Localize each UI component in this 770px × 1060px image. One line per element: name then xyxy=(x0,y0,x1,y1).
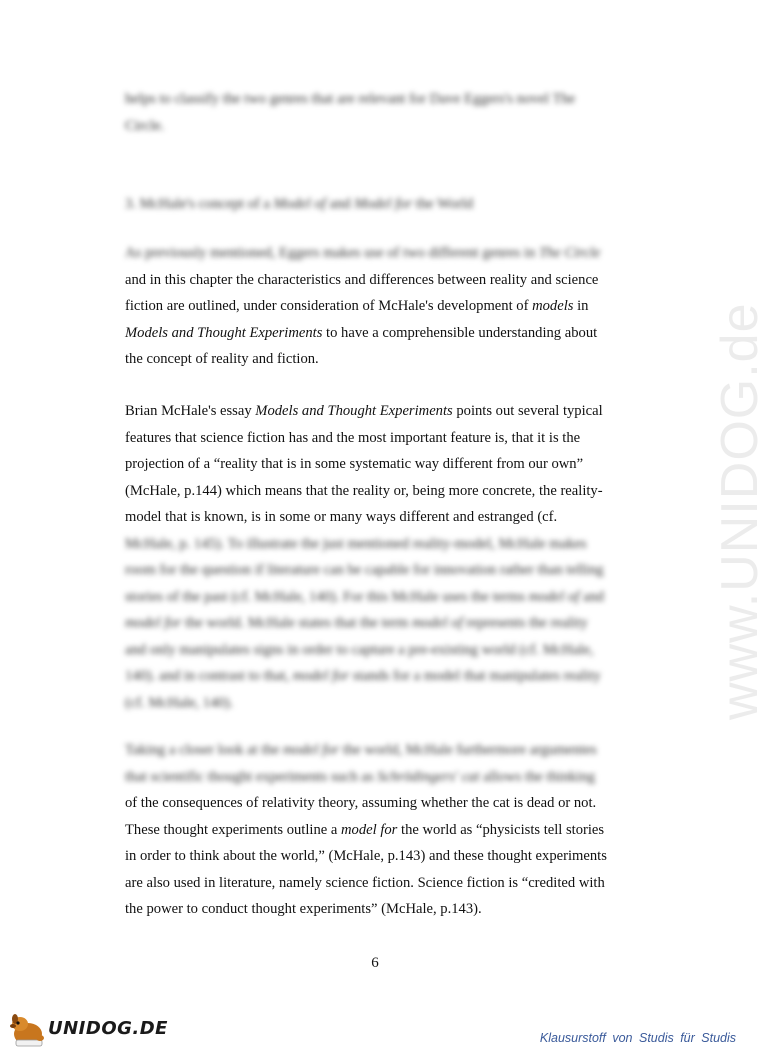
text-line: that scientific thought experiments such as Schrödingers' cat allows the thinking xyxy=(125,768,596,785)
footer-tagline: Klausurstoff von Studis für Studis xyxy=(539,1031,736,1045)
text-line: Taking a closer look at the model for the world, McHale furthermore argumentes xyxy=(125,742,597,758)
text-line: 140). and in contrast to that, model for stands for a model that manipulates reality xyxy=(125,668,601,684)
text-line: model for the world. McHale states that the term model of represents the reality xyxy=(125,615,588,631)
text-line: Circle. xyxy=(125,117,165,134)
text-line: are also used in literature, namely science fiction. Science fiction is “credited with xyxy=(125,874,605,891)
paragraph-intro xyxy=(125,86,625,139)
text-line: Models and Thought Experiments to have a comprehensible understanding about xyxy=(125,324,598,341)
text-line: projection of a “reality that is in some systematic way different from our own” xyxy=(125,456,584,472)
dog-mascot-icon xyxy=(10,1014,44,1046)
logo-text: UNIDOG.DE xyxy=(48,1018,168,1039)
text-line: and only manipulates signs in order to capture a pre-existing world (cf. McHale, xyxy=(125,641,594,658)
text-line: stories of the past (cf. McHale, 140). For this McHale uses the terms model of and xyxy=(125,588,605,605)
text-line: and in this chapter the characteristics and differences between reality and science xyxy=(125,271,599,288)
text-line: (McHale, p.144) which means that the reality or, being more concrete, the reality- xyxy=(125,482,603,499)
watermark: www.UNIDOG.de xyxy=(711,302,769,720)
text-line: As previously mentioned, Eggers makes use of two different genres in The Circle xyxy=(125,245,601,261)
text-line: of the consequences of relativity theory, assuming whether the cat is dead or not. xyxy=(125,795,597,811)
text-line: These thought experiments outline a model for the world as “physicists tell stories xyxy=(125,821,605,838)
paragraph-1 xyxy=(125,240,625,373)
text-line: McHale, p. 145). To illustrate the just mentioned reality-model, McHale makes xyxy=(125,535,587,552)
section-heading xyxy=(125,191,625,218)
text-line: model that is known, is in some or many ways different and estranged (cf. xyxy=(125,509,558,525)
paragraph-3 xyxy=(125,737,625,923)
page-number: 6 xyxy=(371,955,379,971)
text-line: helps to classify the two genres that are relevant for Dave Eggers's novel The xyxy=(125,91,576,107)
text-line: the concept of reality and fiction. xyxy=(125,351,319,367)
text-line: (cf. McHale, 140). xyxy=(125,694,234,711)
text-line: fiction are outlined, under consideration of McHale's development of models in xyxy=(125,298,589,314)
text-line: in order to think about the world,” (McHale, p.143) and these thought experiments xyxy=(125,848,607,864)
text-line: the power to conduct thought experiments” (McHale, p.143). xyxy=(125,901,482,917)
paragraph-2 xyxy=(125,398,625,716)
text-line: features that science fiction has and the most important feature is, that it is the xyxy=(125,429,581,446)
heading-text: 3. McHale's concept of a Model of and Model for the World xyxy=(125,196,474,212)
text-line: room for the question if literature can be capable for innovation rather than telling xyxy=(125,562,604,578)
text-line: Brian McHale's essay Models and Thought Experiments points out several typical xyxy=(125,403,603,419)
